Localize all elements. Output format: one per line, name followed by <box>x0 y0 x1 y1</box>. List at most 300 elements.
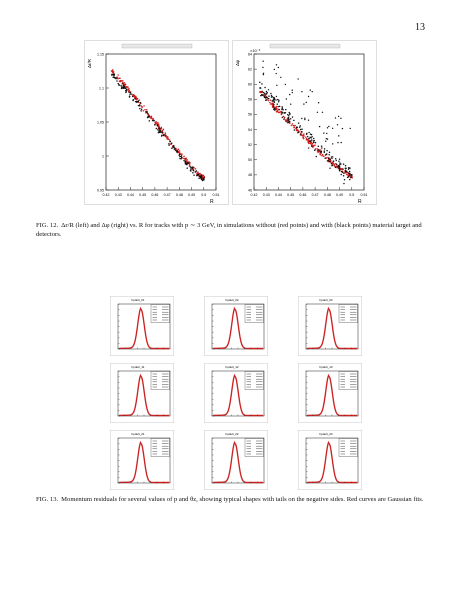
red-point <box>179 150 181 152</box>
black-point <box>288 117 290 119</box>
fig12-caption <box>36 222 436 239</box>
black-point <box>292 90 293 91</box>
red-point <box>311 144 313 146</box>
black-point <box>288 121 290 123</box>
black-point <box>329 168 330 169</box>
black-point <box>179 156 181 158</box>
red-point <box>185 158 187 160</box>
black-point <box>350 176 352 178</box>
black-point <box>340 142 341 143</box>
black-point <box>329 151 331 153</box>
black-point <box>348 176 350 178</box>
red-point <box>144 109 146 111</box>
black-point <box>202 180 204 182</box>
black-point <box>339 158 340 159</box>
black-point <box>186 167 188 169</box>
panel-title: hpdelt_13 <box>319 365 333 369</box>
black-point <box>338 135 339 136</box>
black-point <box>154 124 156 126</box>
black-point <box>351 174 353 176</box>
red-point <box>197 171 199 173</box>
black-point <box>194 171 196 173</box>
black-point <box>308 96 309 97</box>
red-point <box>146 109 148 111</box>
red-point <box>112 69 114 71</box>
black-point <box>276 64 277 65</box>
black-point <box>339 169 341 171</box>
black-point <box>304 119 305 120</box>
red-point <box>189 163 191 165</box>
black-point <box>140 102 142 104</box>
histogram-svg <box>110 430 174 490</box>
red-point <box>122 80 124 82</box>
black-point <box>157 125 159 127</box>
y-tick-label: 56 <box>248 112 252 117</box>
black-point <box>147 113 149 115</box>
black-point <box>264 87 266 89</box>
red-point <box>276 109 278 111</box>
red-point <box>313 145 315 147</box>
black-point <box>286 98 287 99</box>
red-point <box>186 159 188 161</box>
black-point <box>163 134 165 136</box>
black-point <box>190 167 192 169</box>
red-point <box>163 129 165 131</box>
red-point <box>155 123 157 125</box>
black-point <box>285 112 287 114</box>
black-point <box>339 162 341 164</box>
x-tick-label: 0.44 <box>274 193 282 197</box>
black-point <box>276 96 277 97</box>
black-point <box>335 158 337 160</box>
black-point <box>304 118 305 119</box>
x-tick-label: 0.47 <box>311 193 319 197</box>
red-point <box>121 80 123 82</box>
panel-title: hpdelt_03 <box>319 298 333 302</box>
fig12-left-svg <box>84 40 229 205</box>
black-point <box>173 145 175 147</box>
black-point <box>329 161 331 163</box>
red-point <box>169 139 171 141</box>
fig12-right-plot <box>232 40 377 205</box>
black-point <box>289 113 291 115</box>
red-point <box>195 168 197 170</box>
black-point <box>162 132 164 134</box>
red-point <box>166 138 168 140</box>
red-point <box>292 123 294 125</box>
histogram-panel <box>110 363 174 423</box>
fig12-right-ylabel: Δφ <box>235 60 240 66</box>
black-point <box>328 154 330 156</box>
black-point <box>175 150 177 152</box>
histogram-svg <box>110 363 174 423</box>
black-point <box>319 126 320 127</box>
black-point <box>280 77 281 78</box>
black-point <box>170 141 172 143</box>
black-point <box>168 143 170 145</box>
black-point <box>260 87 262 89</box>
black-point <box>190 168 192 170</box>
red-point <box>119 78 121 80</box>
y-tick-label: 50 <box>248 158 252 163</box>
red-point <box>278 112 280 114</box>
black-point <box>346 171 348 173</box>
panel-title: hpdelt_21 <box>131 432 145 436</box>
black-point <box>311 146 313 148</box>
y-tick-label: 1.1 <box>99 86 104 91</box>
black-point <box>123 85 125 87</box>
histogram-svg <box>110 296 174 356</box>
red-point <box>315 148 317 150</box>
x-tick-label: 0.49 <box>336 193 344 197</box>
black-point <box>338 165 339 166</box>
black-point <box>276 85 277 86</box>
x-tick-label: 0.5 <box>201 193 207 197</box>
black-point <box>279 106 281 108</box>
black-point <box>326 133 327 134</box>
black-point <box>300 134 302 136</box>
black-point <box>311 91 312 92</box>
x-tick-label: 0.45 <box>139 193 147 197</box>
black-point <box>181 157 183 159</box>
black-point <box>326 154 328 156</box>
black-point <box>271 95 273 97</box>
red-point <box>183 156 185 158</box>
red-point <box>336 165 338 167</box>
black-point <box>113 73 115 75</box>
histogram-panel <box>110 430 174 490</box>
black-point <box>292 116 294 118</box>
x-tick-label: 0.42 <box>102 193 110 197</box>
black-point <box>298 122 300 124</box>
black-point <box>327 160 329 162</box>
black-point <box>139 105 141 107</box>
black-point <box>327 138 328 139</box>
black-point <box>336 164 338 166</box>
black-point <box>311 136 313 138</box>
black-point <box>318 146 320 148</box>
red-point <box>294 125 296 127</box>
x-tick-label: 0.43 <box>114 193 122 197</box>
red-point <box>134 95 136 97</box>
x-tick-label: 0.48 <box>323 193 331 197</box>
black-point <box>156 128 158 129</box>
black-point <box>348 168 350 170</box>
black-point <box>289 121 291 123</box>
red-point <box>299 131 301 133</box>
black-point <box>306 102 307 103</box>
black-point <box>190 169 192 171</box>
histogram-svg <box>298 296 362 356</box>
red-point <box>281 114 283 116</box>
y-tick-label: 58 <box>248 97 252 102</box>
red-point <box>152 118 154 120</box>
black-point <box>328 126 329 127</box>
black-point <box>327 127 328 128</box>
black-point <box>285 109 287 111</box>
y-tick-label: 48 <box>248 173 252 178</box>
red-point <box>294 127 296 129</box>
black-point <box>289 94 290 95</box>
black-point <box>271 96 273 98</box>
black-point <box>193 174 195 176</box>
red-point <box>141 105 143 107</box>
black-point <box>179 153 181 155</box>
black-point <box>282 112 284 114</box>
black-point <box>332 156 334 158</box>
x-tick-label: 0.42 <box>250 193 258 197</box>
y-tick-label: 54 <box>248 127 252 132</box>
black-point <box>341 171 343 173</box>
black-point <box>201 177 203 179</box>
black-point <box>318 149 319 150</box>
red-point <box>143 105 145 107</box>
black-point <box>274 108 275 109</box>
black-point <box>278 101 280 103</box>
black-point <box>262 61 263 62</box>
x-tick-label: 0.43 <box>262 193 270 197</box>
y-tick-label: 64 <box>248 52 252 57</box>
black-point <box>278 67 279 68</box>
red-point <box>270 99 272 101</box>
black-point <box>264 97 266 99</box>
x-tick-label: 0.44 <box>126 193 134 197</box>
red-point <box>117 74 119 76</box>
black-point <box>123 86 125 88</box>
black-point <box>125 87 127 89</box>
red-point <box>275 107 277 109</box>
histogram-panel <box>298 296 362 356</box>
histogram-panel <box>204 430 268 490</box>
black-point <box>326 150 328 152</box>
black-point <box>159 128 161 129</box>
black-point <box>339 164 341 166</box>
black-point <box>115 77 117 79</box>
red-point <box>125 84 127 86</box>
red-point <box>182 158 184 160</box>
fig12-caption-label: FIG. 12. <box>36 222 59 229</box>
black-point <box>324 150 325 151</box>
black-point <box>342 168 344 170</box>
black-point <box>179 158 181 160</box>
y-tick-label: 62 <box>248 67 252 72</box>
black-point <box>329 158 331 160</box>
black-point <box>268 89 269 90</box>
black-point <box>301 131 303 133</box>
histogram-panel <box>110 296 174 356</box>
black-point <box>276 73 277 74</box>
y-tick-label: 46 <box>248 188 252 193</box>
black-point <box>265 99 267 101</box>
black-point <box>313 138 315 140</box>
black-point <box>314 150 316 152</box>
black-point <box>300 129 302 131</box>
x-tick-label: 0.51 <box>360 193 368 197</box>
black-point <box>341 174 343 176</box>
red-point <box>317 152 319 154</box>
black-point <box>259 81 261 83</box>
black-point <box>290 103 291 104</box>
black-point <box>266 91 268 93</box>
red-point <box>165 133 167 135</box>
black-point <box>335 117 336 118</box>
black-point <box>332 128 333 129</box>
black-point <box>306 133 308 135</box>
black-point <box>133 99 135 101</box>
black-point <box>345 167 347 169</box>
black-point <box>118 84 120 86</box>
black-point <box>282 117 284 119</box>
black-point <box>332 164 334 166</box>
black-point <box>261 91 263 93</box>
black-point <box>273 104 275 106</box>
black-point <box>261 94 263 96</box>
black-point <box>112 77 114 79</box>
histogram-panel <box>204 363 268 423</box>
red-point <box>270 103 272 105</box>
red-point <box>268 100 270 102</box>
black-point <box>311 134 313 136</box>
black-point <box>338 167 340 169</box>
black-point <box>331 156 333 158</box>
black-point <box>337 124 338 125</box>
panel-title: hpdelt_02 <box>225 298 239 302</box>
fig13-caption <box>36 496 436 505</box>
red-point <box>143 110 145 112</box>
red-point <box>293 125 295 127</box>
black-point <box>261 83 263 85</box>
black-point <box>139 108 141 110</box>
black-point <box>274 102 275 103</box>
black-point <box>279 109 281 111</box>
y-tick-label: 1.15 <box>97 52 104 57</box>
black-point <box>310 89 311 90</box>
black-point <box>161 134 163 136</box>
black-point <box>196 175 198 177</box>
red-point <box>306 139 308 141</box>
black-point <box>192 172 194 174</box>
y-tick-label: 60 <box>248 82 252 87</box>
x-tick-label: 0.5 <box>349 193 355 197</box>
histogram-svg <box>298 363 362 423</box>
y-tick-label: 1.05 <box>97 120 104 125</box>
histogram-panel <box>298 430 362 490</box>
black-point <box>335 167 337 169</box>
red-point <box>142 106 144 108</box>
y-tick-label: 52 <box>248 142 252 147</box>
black-point <box>309 141 311 143</box>
black-point <box>332 143 333 144</box>
x-tick-label: 0.46 <box>299 193 307 197</box>
black-point <box>263 74 264 75</box>
black-point <box>174 148 176 150</box>
black-point <box>324 148 326 150</box>
red-point <box>128 89 130 91</box>
black-point <box>126 89 128 91</box>
black-point <box>338 116 339 117</box>
panel-title: hpdelt_11 <box>131 365 145 369</box>
black-point <box>301 118 302 119</box>
black-point <box>140 110 142 112</box>
black-point <box>314 140 316 142</box>
black-point <box>299 126 301 128</box>
black-point <box>307 136 309 138</box>
black-point <box>343 183 344 184</box>
black-point <box>343 175 345 177</box>
black-point <box>264 95 266 97</box>
histogram-panel <box>298 363 362 423</box>
fig12-right-xlabel: R <box>358 199 362 205</box>
red-point <box>319 153 321 155</box>
black-point <box>193 169 195 171</box>
black-point <box>350 128 351 129</box>
black-point <box>268 98 270 100</box>
black-point <box>168 144 170 146</box>
fig12-caption-text: Δr/R (left) and Δφ (right) vs. R for tracks with p ∼ 3 GeV, in simulations without (red points) and with (black points) material target and detectors. <box>36 222 422 238</box>
black-point <box>286 121 288 123</box>
black-point <box>158 130 160 132</box>
black-point <box>264 93 266 95</box>
black-point <box>282 109 284 111</box>
red-point <box>303 133 305 135</box>
black-point <box>274 69 275 70</box>
red-point <box>155 121 157 123</box>
black-point <box>122 82 124 84</box>
black-point <box>183 160 185 162</box>
black-point <box>149 120 151 122</box>
black-point <box>342 128 343 129</box>
red-point <box>161 128 163 130</box>
red-point <box>308 143 310 145</box>
black-point <box>267 97 269 99</box>
black-point <box>317 112 318 113</box>
histogram-svg <box>204 430 268 490</box>
black-point <box>294 129 296 131</box>
black-point <box>308 147 309 148</box>
red-point <box>311 142 313 144</box>
black-point <box>323 132 324 133</box>
black-point <box>345 169 347 171</box>
black-point <box>333 160 335 162</box>
black-point <box>282 108 283 109</box>
black-point <box>132 96 134 98</box>
black-point <box>301 128 303 130</box>
black-point <box>121 86 123 88</box>
black-point <box>125 92 127 94</box>
red-point <box>303 138 305 140</box>
black-point <box>349 174 351 176</box>
black-point <box>273 106 275 108</box>
x-tick-label: 0.49 <box>188 193 196 197</box>
black-point <box>263 73 264 74</box>
black-point <box>318 102 319 103</box>
black-point <box>148 116 150 118</box>
panel-title: hpdelt_22 <box>225 432 239 436</box>
fig12-left-plot <box>84 40 229 205</box>
black-point <box>135 101 137 103</box>
red-point <box>276 111 278 113</box>
black-point <box>288 115 290 117</box>
black-point <box>293 120 295 122</box>
fig12-left-ylabel: Δr/R <box>87 58 92 68</box>
black-point <box>268 95 270 97</box>
black-point <box>321 145 323 147</box>
red-point <box>303 135 305 137</box>
black-point <box>316 156 317 157</box>
black-point <box>344 179 345 180</box>
histogram-svg <box>298 430 362 490</box>
fig12-left-xlabel: R <box>210 199 214 205</box>
